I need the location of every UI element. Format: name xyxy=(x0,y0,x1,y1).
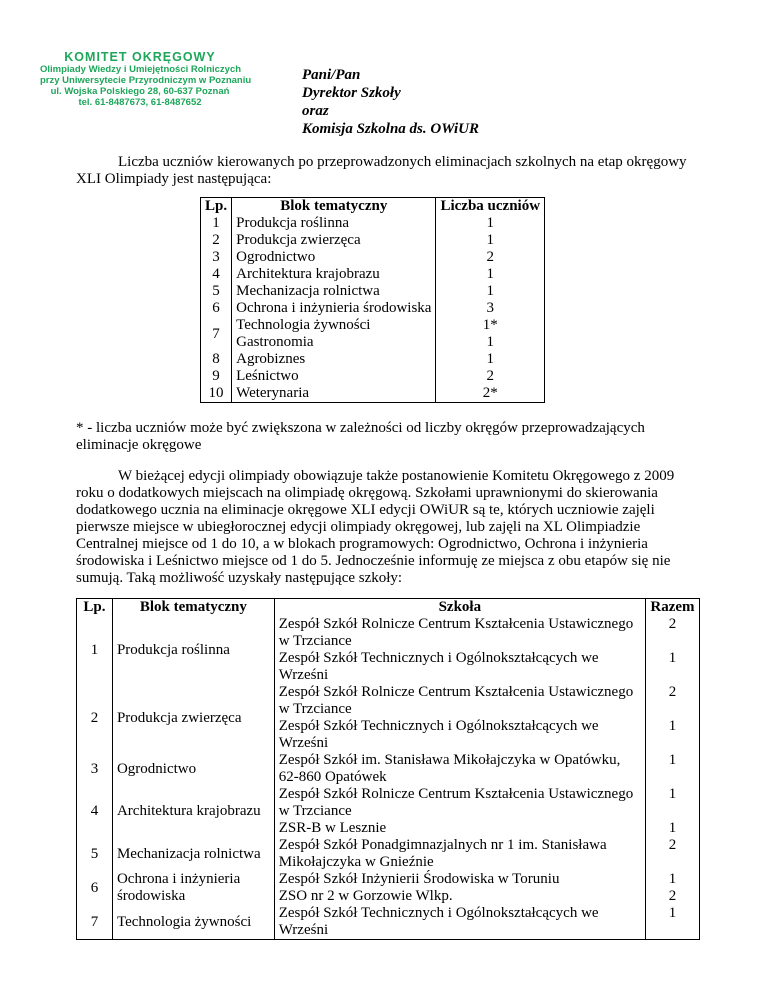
row-razem: 2 xyxy=(645,837,699,871)
table-row xyxy=(201,317,545,334)
row-liczba: 2 xyxy=(436,249,545,266)
row-school: ZSO nr 2 w Gorzowie Wlkp. xyxy=(274,888,645,905)
row-liczba: 2* xyxy=(436,385,545,403)
row-razem: 1 xyxy=(645,650,699,684)
row-lp: 2 xyxy=(201,232,232,249)
table-row xyxy=(201,215,545,232)
committee-logo xyxy=(40,50,252,108)
row-blok: Produkcja roślinna xyxy=(112,616,274,684)
table-row xyxy=(201,266,545,283)
additional-places-paragraph: W bieżącej edycji olimpiady obowiązuje także postanowienie Komitetu Okręgowego z 2009 roku o dodatkowych miejscach na olimpiadę okręgową. Szkołami uprawnionymi do skierowania dodatkowego ucznia na eliminacje okręgowe XLI edycji OWiUR są te, których uczniowie zajęli pierwsze miejsce w ubiegłorocznej edycji olimpiady okręgowej, lub zajęli na XL Olimpiadzie Centralnej miejsce od 1 do 10, a w blokach programowych: Ogrodnictwo, Ochrona i inżynieria środowiska i Leśnictwo miejsce od 1 do 5. Jednocześnie informuję ze miejsca z obu etapów się nie sumują. Taką możliwość uzyskały następujące szkoły: xyxy=(76,468,675,586)
logo-line-3: ul. Wojska Polskiego 28, 60-637 Poznań xyxy=(50,86,230,97)
row-liczba: 1 xyxy=(436,351,545,368)
col-lp: Lp. xyxy=(77,599,113,617)
row-school: Zespół Szkół Rolnicze Centrum Kształcenia Ustawicznego w Trzciance xyxy=(274,684,645,718)
footnote: * - liczba uczniów może być zwiększona w zależności od liczby okręgów przeprowadzających eliminacje okręgowe xyxy=(76,420,645,453)
col-blok: Blok tematyczny xyxy=(232,198,436,216)
col-blok: Blok tematyczny xyxy=(112,599,274,617)
row-blok: Produkcja roślinna xyxy=(232,215,436,232)
row-blok: Technologia żywności xyxy=(112,905,274,940)
row-lp: 9 xyxy=(201,368,232,385)
row-lp: 4 xyxy=(201,266,232,283)
row-blok: Agrobiznes xyxy=(232,351,436,368)
row-school: Zespół Szkół Rolnicze Centrum Kształcenia Ustawicznego w Trzciance xyxy=(274,616,645,650)
address-line-4: Komisja Szkolna ds. OWiUR xyxy=(302,121,479,137)
table-row xyxy=(201,283,545,300)
row-blok: Weterynaria xyxy=(232,385,436,403)
row-razem: 1 xyxy=(645,752,699,786)
address-line-2: Dyrektor Szkoły xyxy=(302,85,401,101)
row-blok: Mechanizacja rolnictwa xyxy=(112,837,274,871)
row-blok: Ochrona i inżynieria środowiska xyxy=(112,871,274,905)
row-blok: Technologia żywności xyxy=(232,317,436,334)
col-szkola: Szkoła xyxy=(274,599,645,617)
logo-line-4: tel. 61-8487673, 61-8487652 xyxy=(78,97,202,108)
row-school: Zespół Szkół Technicznych i Ogólnokształcących we Wrześni xyxy=(274,718,645,752)
row-razem: 1 xyxy=(645,718,699,752)
row-razem: 1 xyxy=(645,820,699,837)
row-blok: Produkcja zwierzęca xyxy=(112,684,274,752)
row-lp: 3 xyxy=(201,249,232,266)
table-row xyxy=(201,385,545,403)
row-lp: 5 xyxy=(77,837,113,871)
logo-title: KOMITET OKRĘGOWY xyxy=(64,50,216,64)
table-row xyxy=(201,232,545,249)
row-razem: 2 xyxy=(645,616,699,650)
intro-paragraph: Liczba uczniów kierowanych po przeprowadzonych eliminacjach szkolnych na etap okręgowy XLI Olimpiady jest następująca: xyxy=(76,154,687,187)
row-blok: Architektura krajobrazu xyxy=(112,786,274,837)
row-razem: 1 xyxy=(645,905,699,940)
row-lp: 3 xyxy=(77,752,113,786)
row-lp: 6 xyxy=(201,300,232,317)
table-row xyxy=(201,249,545,266)
row-blok: Gastronomia xyxy=(232,334,436,351)
row-school: Zespół Szkół Rolnicze Centrum Kształcenia Ustawicznego w Trzciance xyxy=(274,786,645,820)
row-lp: 7 xyxy=(201,317,232,351)
logo-line-2: przy Uniwersytecie Przyrodniczym w Poznaniu xyxy=(40,75,252,86)
row-blok: Leśnictwo xyxy=(232,368,436,385)
row-liczba: 1 xyxy=(436,334,545,351)
recipient-address xyxy=(302,66,479,138)
table-row xyxy=(201,334,545,351)
row-lp: 2 xyxy=(77,684,113,752)
table-row xyxy=(77,752,700,786)
row-liczba: 1 xyxy=(436,215,545,232)
row-school: ZSR-B w Lesznie xyxy=(274,820,645,837)
row-blok: Architektura krajobrazu xyxy=(232,266,436,283)
row-lp: 10 xyxy=(201,385,232,403)
address-line-1: Pani/Pan xyxy=(302,67,361,83)
row-lp: 5 xyxy=(201,283,232,300)
row-school: Zespół Szkół Technicznych i Ogólnokształcących we Wrześni xyxy=(274,650,645,684)
table-row xyxy=(77,786,700,820)
row-liczba: 1 xyxy=(436,283,545,300)
table-row xyxy=(77,616,700,650)
row-blok: Ogrodnictwo xyxy=(232,249,436,266)
row-liczba: 2 xyxy=(436,368,545,385)
row-blok: Produkcja zwierzęca xyxy=(232,232,436,249)
table-row xyxy=(77,684,700,718)
table-row xyxy=(77,905,700,940)
schools-table xyxy=(76,598,700,940)
row-razem: 1 xyxy=(645,786,699,820)
logo-line-1: Olimpiady Wiedzy i Umiejętności Rolniczych xyxy=(40,64,242,75)
row-lp: 1 xyxy=(201,215,232,232)
table-row xyxy=(77,837,700,871)
table-row xyxy=(201,351,545,368)
col-razem: Razem xyxy=(645,599,699,617)
row-liczba: 3 xyxy=(436,300,545,317)
row-school: Zespół Szkół im. Stanisława Mikołajczyka w Opatówku, 62-860 Opatówek xyxy=(274,752,645,786)
table-row xyxy=(201,300,545,317)
row-lp: 8 xyxy=(201,351,232,368)
row-liczba: 1 xyxy=(436,266,545,283)
row-blok: Ochrona i inżynieria środowiska xyxy=(232,300,436,317)
row-razem: 1 xyxy=(645,871,699,888)
row-lp: 1 xyxy=(77,616,113,684)
row-blok: Ogrodnictwo xyxy=(112,752,274,786)
row-lp: 6 xyxy=(77,871,113,905)
row-lp: 4 xyxy=(77,786,113,837)
table-row xyxy=(201,368,545,385)
row-razem: 2 xyxy=(645,684,699,718)
table-row xyxy=(77,871,700,888)
col-lp: Lp. xyxy=(201,198,232,216)
row-liczba: 1* xyxy=(436,317,545,334)
row-school: Zespół Szkół Technicznych i Ogólnokształcących we Wrześni xyxy=(274,905,645,940)
address-line-3: oraz xyxy=(302,103,329,119)
row-razem: 2 xyxy=(645,888,699,905)
row-liczba: 1 xyxy=(436,232,545,249)
col-liczba: Liczba uczniów xyxy=(436,198,545,216)
row-school: Zespół Szkół Ponadgimnazjalnych nr 1 im. Stanisława Mikołajczyka w Gnieźnie xyxy=(274,837,645,871)
students-count-table xyxy=(200,197,545,403)
row-school: Zespół Szkół Inżynierii Środowiska w Toruniu xyxy=(274,871,645,888)
row-lp: 7 xyxy=(77,905,113,940)
row-blok: Mechanizacja rolnictwa xyxy=(232,283,436,300)
